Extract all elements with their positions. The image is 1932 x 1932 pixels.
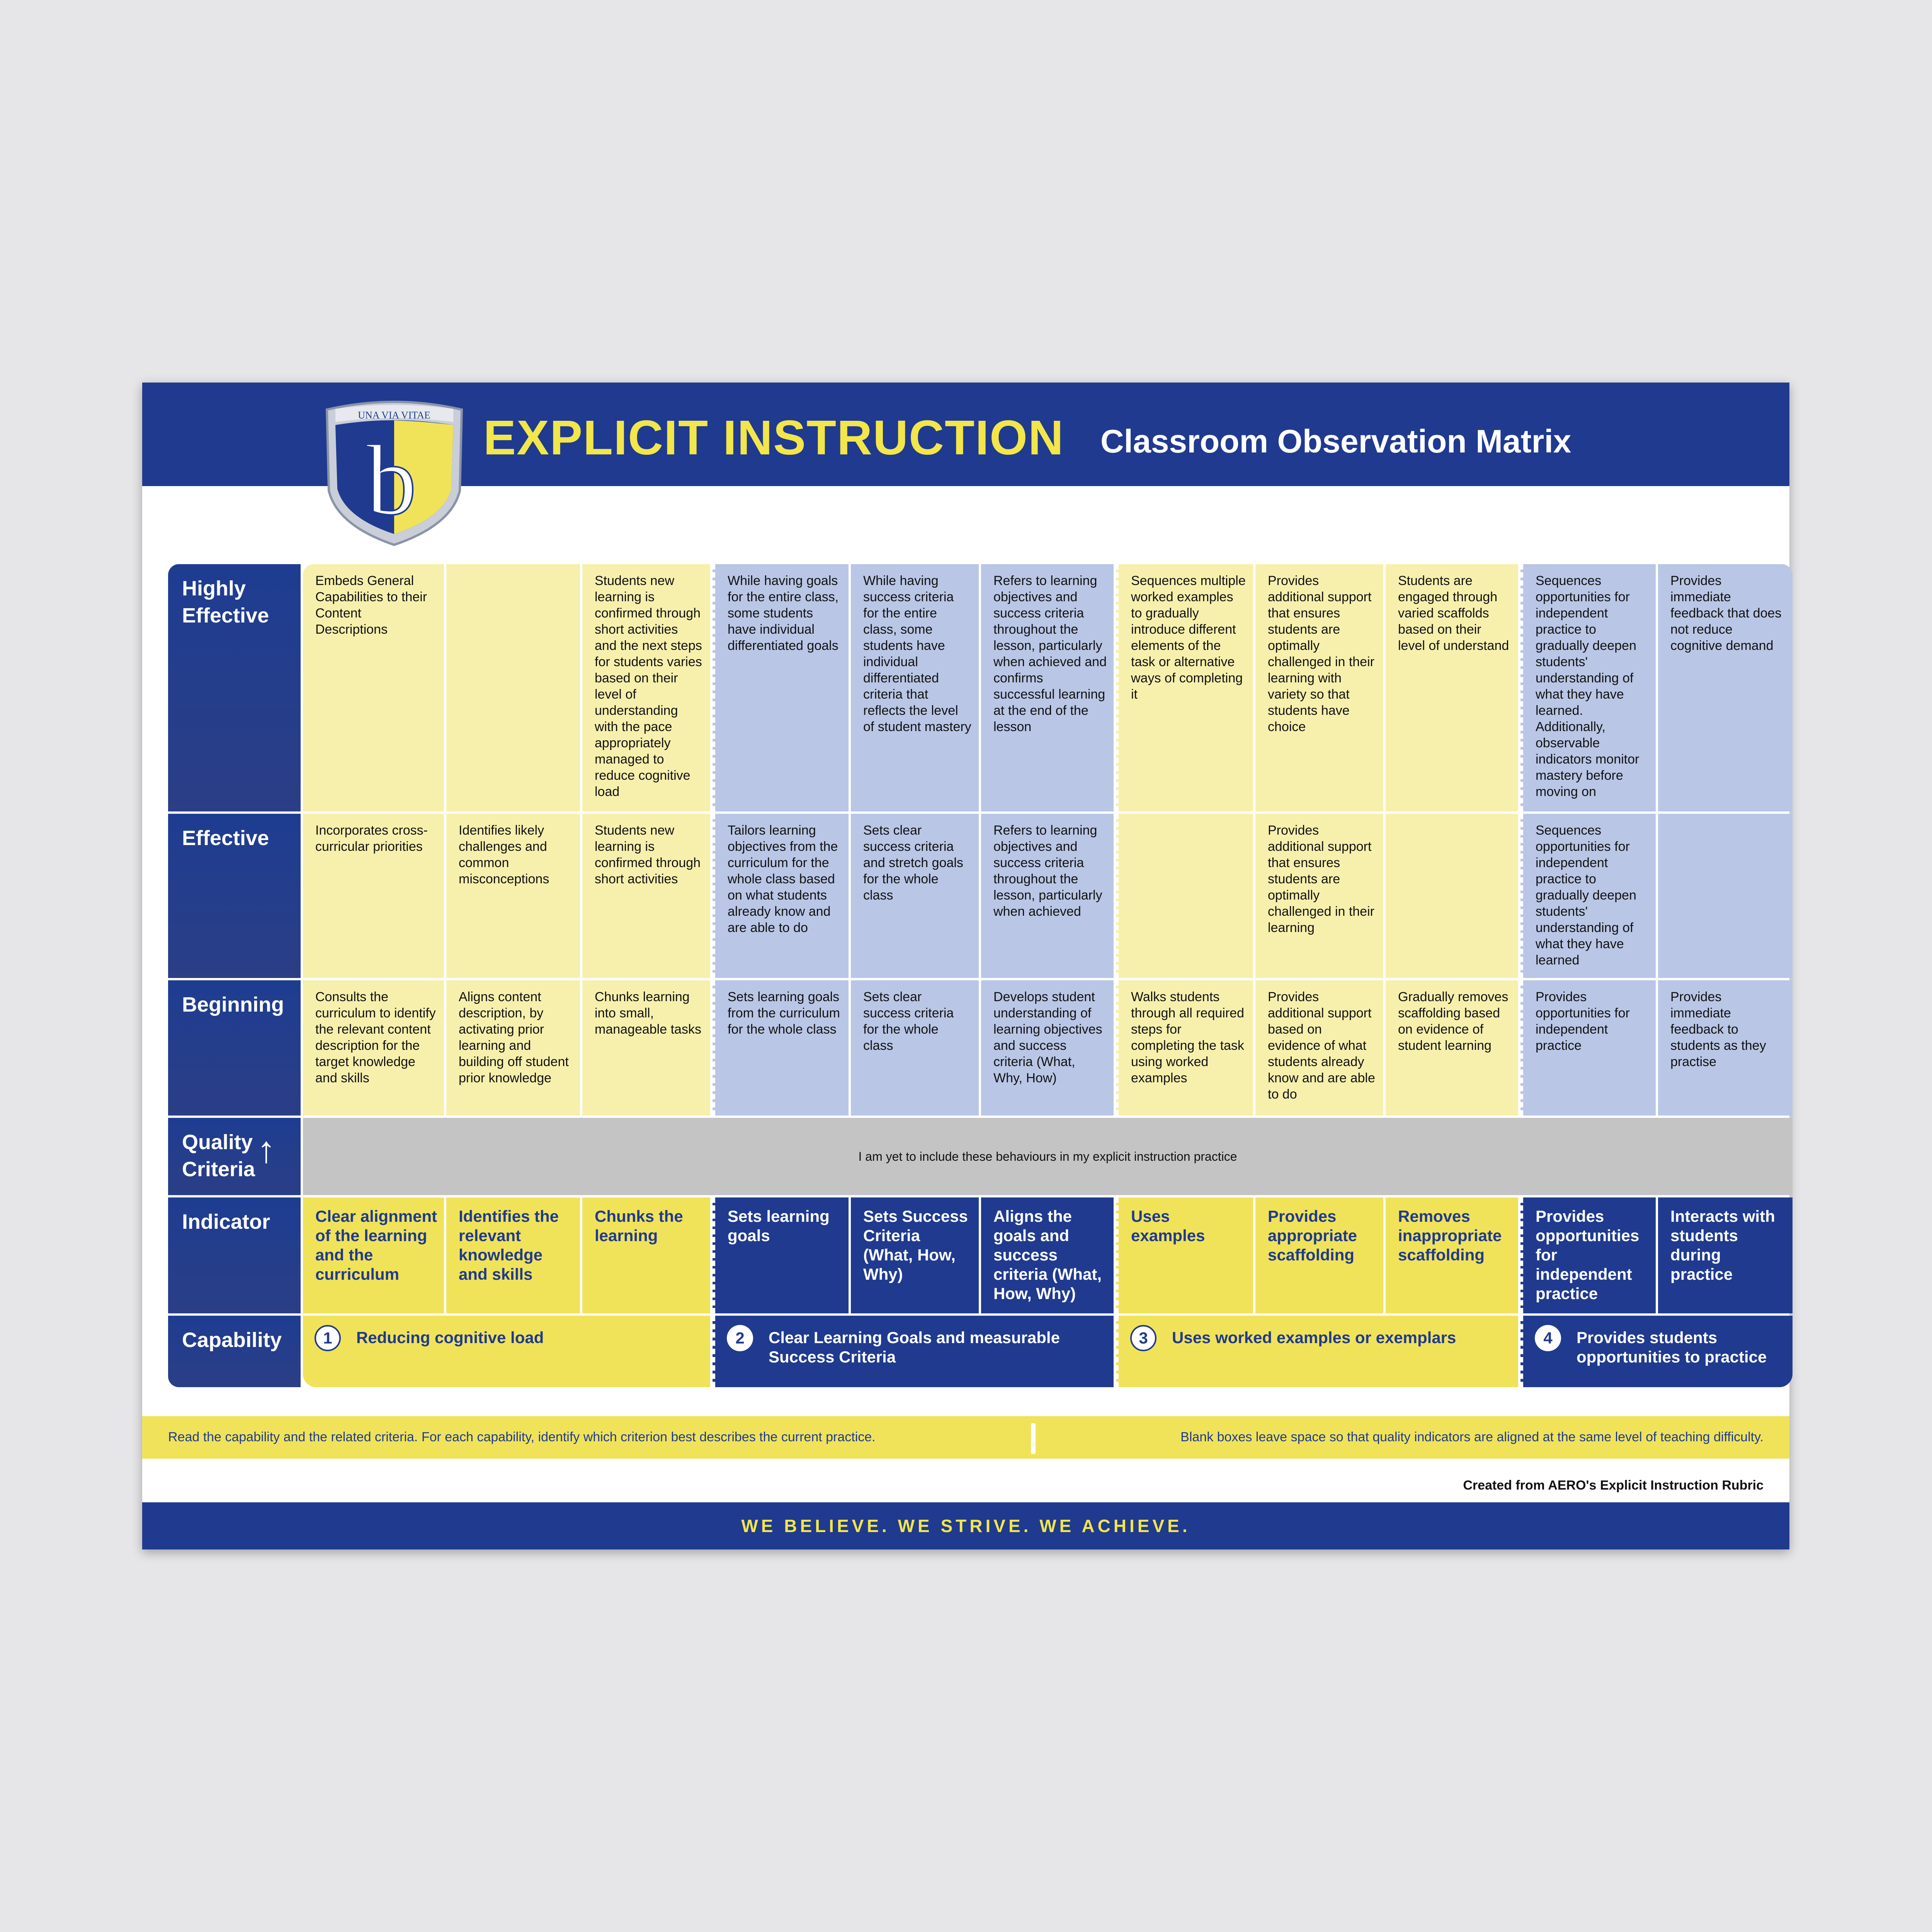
poster — [142, 383, 1789, 1549]
cell-highly-effective: Embeds General Capabilities to their Content Descriptions — [303, 564, 444, 811]
cell-highly-effective: Sequences multiple worked examples to gradually introduce different elements of the task or alternative ways of completing it — [1116, 564, 1253, 811]
arrow-up-icon: ↑ — [257, 1129, 276, 1170]
cell-beginning: Provides immediate feedback to students as they practise — [1658, 980, 1793, 1116]
not-yet-banner: I am yet to include these behaviours in my explicit instruction practice — [303, 1118, 1793, 1195]
cell-highly-effective: While having goals for the entire class, some students have individual differentiated goals — [713, 564, 849, 811]
capability-4 — [1520, 1316, 1793, 1387]
cell-highly-effective: While having success criteria for the entire class, some students have individual differentiated criteria that reflects the level of student mastery — [851, 564, 979, 811]
cell-highly-effective: Sequences opportunities for independent practice to gradually deepen students' understanding of what they have learned. Additionally, observable indicators monitor mastery before moving on — [1520, 564, 1656, 811]
divider — [1031, 1423, 1036, 1454]
crest-letter: b — [366, 425, 417, 536]
row-label-beginning: Beginning — [168, 980, 301, 1116]
page-title: EXPLICIT INSTRUCTION — [483, 410, 1065, 465]
instruction-right: Blank boxes leave space so that quality indicators are aligned at the same level of teaching difficulty. — [1180, 1430, 1764, 1444]
cell-effective: Students new learning is confirmed through short activities — [582, 814, 710, 978]
cell-effective — [1116, 814, 1253, 978]
school-crest-logo — [324, 398, 465, 547]
instruction-band — [142, 1416, 1789, 1459]
indicator-cell: Chunks the learning — [582, 1197, 710, 1313]
cell-beginning: Sets learning goals from the curriculum for the whole class — [713, 980, 849, 1116]
cell-beginning: Chunks learning into small, manageable tasks — [582, 980, 710, 1116]
cell-effective: Refers to learning objectives and success criteria throughout the lesson, particularly when achieved — [981, 814, 1114, 978]
indicator-cell: Provides opportunities for independent practice — [1520, 1197, 1656, 1313]
cell-beginning: Develops student understanding of learning objectives and success criteria (What, Why, How) — [981, 980, 1114, 1116]
capability-label: Clear Learning Goals and measurable Success Criteria — [769, 1328, 1060, 1366]
capability-number-badge: 2 — [727, 1325, 753, 1351]
cell-effective — [1386, 814, 1518, 978]
indicator-cell: Removes inappropriate scaffolding — [1386, 1197, 1518, 1313]
cell-highly-effective: Students are engaged through varied scaffolds based on their level of understand — [1386, 564, 1518, 811]
crest-motto: UNA VIA VITAE — [358, 410, 430, 421]
observation-matrix — [168, 564, 1782, 1376]
cell-effective: Sequences opportunities for independent practice to gradually deepen students' understanding of what they have learned — [1520, 814, 1656, 978]
capability-1 — [303, 1316, 710, 1387]
cell-beginning: Gradually removes scaffolding based on evidence of student learning — [1386, 980, 1518, 1116]
capability-label: Reducing cognitive load — [356, 1328, 544, 1347]
school-motto: WE BELIEVE. WE STRIVE. WE ACHIEVE. — [741, 1516, 1190, 1536]
cell-beginning: Walks students through all required steps for completing the task using worked examples — [1116, 980, 1253, 1116]
cell-beginning: Sets clear success criteria for the whole class — [851, 980, 979, 1116]
cell-effective: Identifies likely challenges and common misconceptions — [446, 814, 580, 978]
capability-number-badge: 3 — [1130, 1325, 1156, 1351]
cell-highly-effective: Provides immediate feedback that does not reduce cognitive demand — [1658, 564, 1793, 811]
indicator-cell: Uses examples — [1116, 1197, 1253, 1313]
indicator-cell: Aligns the goals and success criteria (What, How, Why) — [981, 1197, 1114, 1313]
indicator-cell: Sets Success Criteria (What, How, Why) — [851, 1197, 979, 1313]
row-label-indicator: Indicator — [168, 1197, 301, 1313]
cell-beginning: Provides opportunities for independent practice — [1520, 980, 1656, 1116]
capability-3 — [1116, 1316, 1518, 1387]
quality-criteria-label: Quality Criteria — [182, 1131, 255, 1181]
motto-band — [142, 1502, 1789, 1549]
capability-number-badge: 1 — [315, 1325, 341, 1351]
capability-label: Uses worked examples or exemplars — [1172, 1328, 1456, 1347]
credit-line: Created from AERO's Explicit Instruction Rubric — [1463, 1478, 1764, 1493]
cell-effective: Tailors learning objectives from the curriculum for the whole class based on what students already know and are able to do — [713, 814, 849, 978]
cell-highly-effective: Provides additional support that ensures students are optimally challenged in their learning with variety so that students have choice — [1255, 564, 1383, 811]
cell-highly-effective: Refers to learning objectives and success criteria throughout the lesson, particularly when achieved and confirms successful learning at the end of the lesson — [981, 564, 1114, 811]
row-label-effective: Effective — [168, 814, 301, 978]
cell-highly-effective: Students new learning is confirmed through short activities and the next steps for students varies based on their level of understanding with the pace appropriately managed to reduce cognitive load — [582, 564, 710, 811]
indicator-cell: Sets learning goals — [713, 1197, 849, 1313]
cell-effective: Provides additional support that ensures students are optimally challenged in their learning — [1255, 814, 1383, 978]
capability-label: Provides students opportunities to practice — [1577, 1328, 1767, 1366]
indicator-cell: Identifies the relevant knowledge and skills — [446, 1197, 580, 1313]
cell-highly-effective — [446, 564, 580, 811]
row-label-highly-effective: Highly Effective — [168, 564, 301, 811]
row-label-quality-criteria — [168, 1118, 301, 1195]
cell-effective: Incorporates cross-curricular priorities — [303, 814, 444, 978]
cell-effective — [1658, 814, 1793, 978]
cell-beginning: Provides additional support based on evidence of what students already know and are able to do — [1255, 980, 1383, 1116]
row-label-capability: Capability — [168, 1316, 301, 1387]
cell-beginning: Consults the curriculum to identify the relevant content description for the target knowledge and skills — [303, 980, 444, 1116]
cell-effective: Sets clear success criteria and stretch goals for the whole class — [851, 814, 979, 978]
capability-number-badge: 4 — [1535, 1325, 1561, 1351]
indicator-cell: Clear alignment of the learning and the curriculum — [303, 1197, 444, 1313]
indicator-cell: Provides appropriate scaffolding — [1255, 1197, 1383, 1313]
indicator-cell: Interacts with students during practice — [1658, 1197, 1793, 1313]
capability-2 — [713, 1316, 1114, 1387]
page-subtitle: Classroom Observation Matrix — [1100, 423, 1571, 459]
cell-beginning: Aligns content description, by activating prior learning and building off student prior knowledge — [446, 980, 580, 1116]
instruction-left: Read the capability and the related criteria. For each capability, identify which criterion best describes the current practice. — [168, 1430, 876, 1444]
